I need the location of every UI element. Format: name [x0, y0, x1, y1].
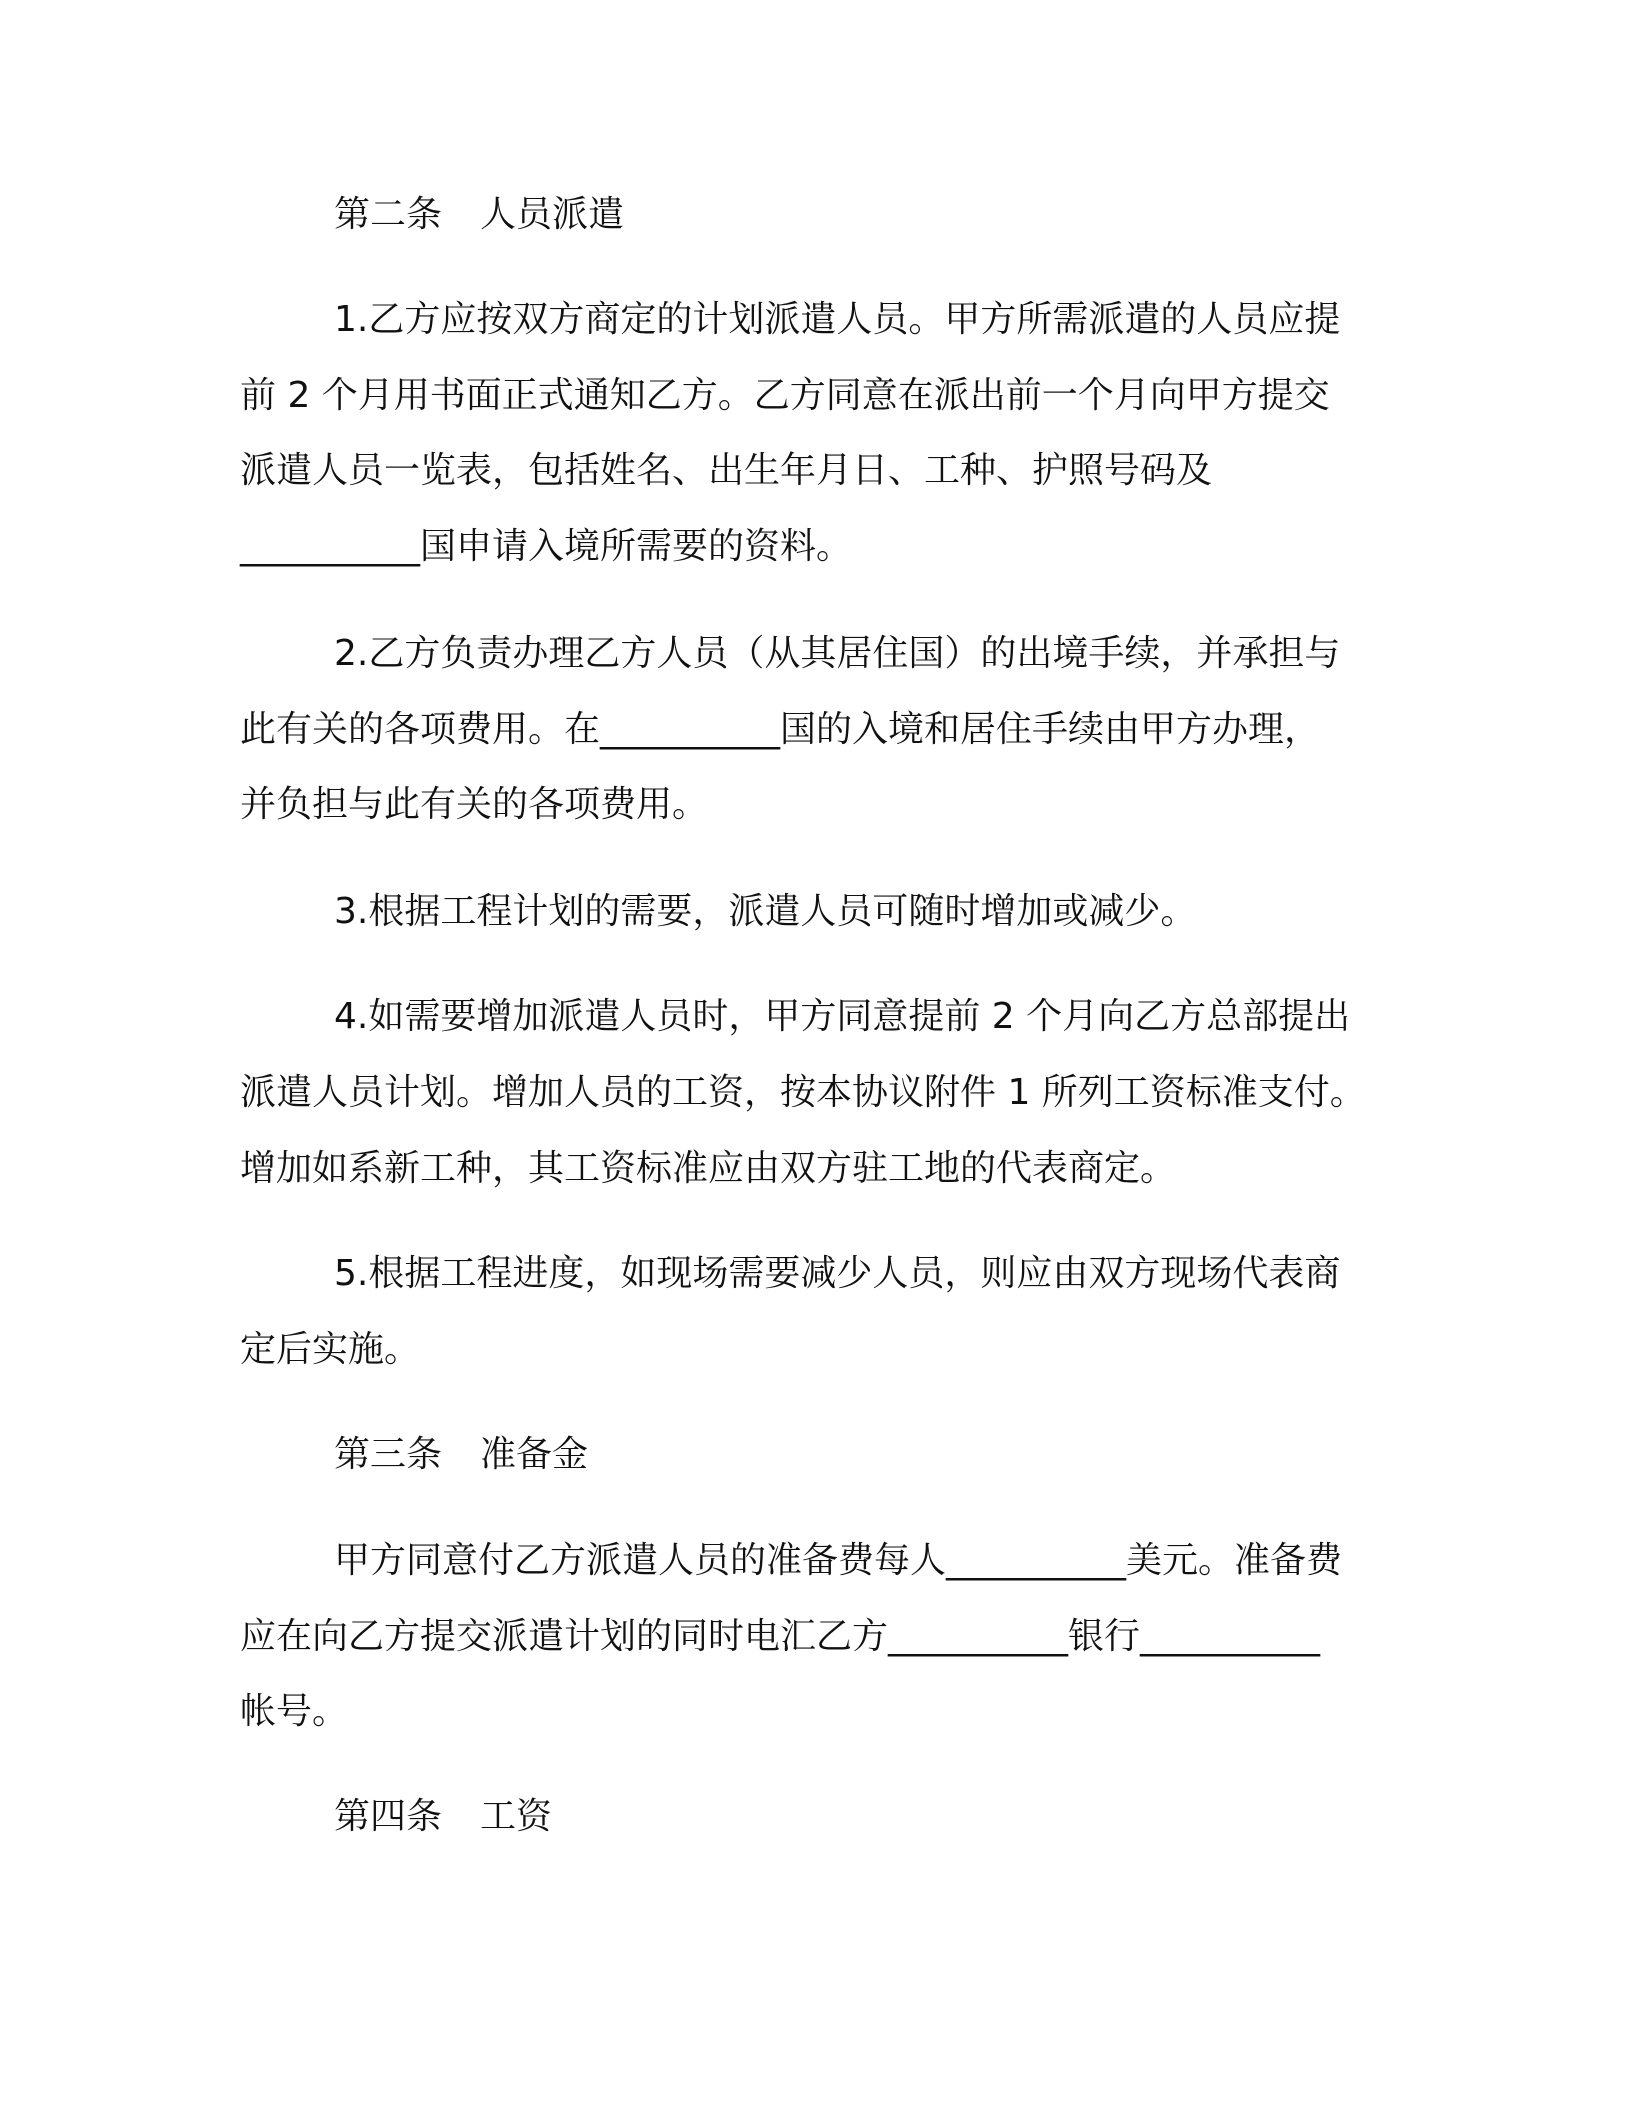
article-2-p3-line-1: 3.根据工程计划的需要，派遣人员可随时增加或减少。 — [334, 891, 1197, 932]
article-4-title: 工资 — [480, 1796, 553, 1837]
article-4-number: 第四条 — [334, 1796, 443, 1837]
article-2-p2-line-3: 并负担与此有关的各项费用。 — [240, 784, 709, 825]
article-3-p1-line-2: 应在向乙方提交派遣计划的同时电汇乙方__________银行__________ — [240, 1616, 1321, 1657]
article-3-p1-line-3: 帐号。 — [240, 1691, 349, 1732]
article-3-heading — [334, 1431, 588, 1479]
article-3-title: 准备金 — [480, 1434, 589, 1475]
article-2-p1-line-3: 派遣人员一览表，包括姓名、出生年月日、工种、护照号码及 — [240, 450, 1213, 491]
article-2-p5-line-2: 定后实施。 — [240, 1329, 421, 1370]
article-2-number: 第二条 — [334, 194, 443, 235]
article-2-heading — [334, 191, 624, 239]
article-2-p2-line-2: 此有关的各项费用。在__________国的入境和居住手续由甲方办理， — [240, 709, 1321, 750]
article-2-p1-line-1: 1.乙方应按双方商定的计划派遣人员。甲方所需派遣的人员应提 — [334, 299, 1341, 340]
article-4-heading — [334, 1793, 552, 1841]
article-2-title: 人员派遣 — [480, 194, 625, 235]
article-2-p1-line-4: __________国申请入境所需要的资料。 — [240, 526, 853, 567]
article-2-p1-line-2: 前 2 个月用书面正式通知乙方。乙方同意在派出前一个月向甲方提交 — [240, 375, 1330, 416]
article-2-p5-line-1: 5.根据工程进度，如现场需要减少人员，则应由双方现场代表商 — [334, 1253, 1341, 1294]
article-3-number: 第三条 — [334, 1434, 443, 1475]
article-2-p4-line-3: 增加如系新工种，其工资标准应由双方驻工地的代表商定。 — [240, 1148, 1177, 1189]
article-2-p4-line-1: 4.如需要增加派遣人员时，甲方同意提前 2 个月向乙方总部提出 — [334, 996, 1351, 1037]
article-2-p4-line-2: 派遣人员计划。增加人员的工资，按本协议附件 1 所列工资标准支付。 — [240, 1072, 1366, 1113]
article-3-p1-line-1: 甲方同意付乙方派遣人员的准备费每人__________美元。准备费 — [334, 1540, 1343, 1581]
article-2-p2-line-1: 2.乙方负责办理乙方人员（从其居住国）的出境手续，并承担与 — [334, 633, 1341, 674]
